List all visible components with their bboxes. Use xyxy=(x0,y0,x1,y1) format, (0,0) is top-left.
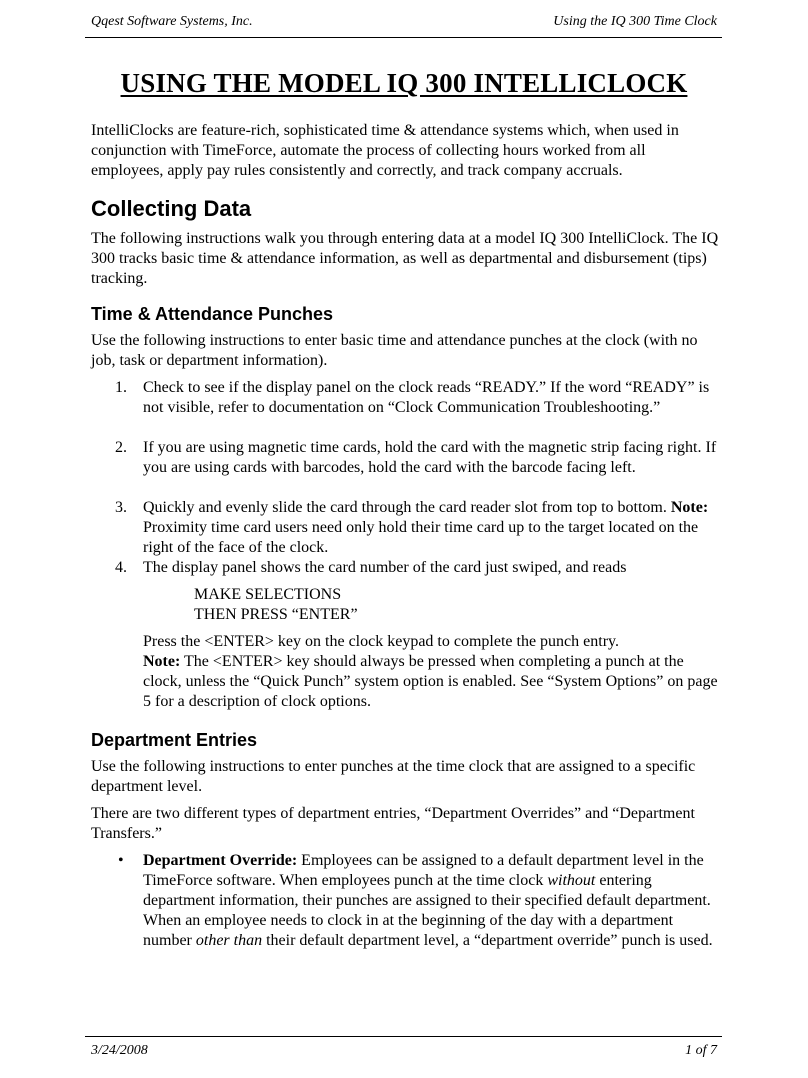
heading-time-attendance: Time & Attendance Punches xyxy=(91,304,334,324)
heading-department-entries: Department Entries xyxy=(91,730,258,750)
list-text: Check to see if the display panel on the clock reads “READY.” If the word “READY” is not visible, refer to documentation on “Clock Communication Troubleshooting.” xyxy=(143,379,710,416)
bullet-text-part: entering department information, their punches are assigned to their specified default department. When an employee needs to clock in at the beginning of the day with a department number xyxy=(143,872,711,949)
display-line-2: THEN PRESS “ENTER” xyxy=(194,606,358,623)
press-enter-paragraph xyxy=(143,632,721,712)
bullet-text-part: Employees can be assigned to a default department level in the TimeForce software. When employees punch at the time clock xyxy=(143,852,704,889)
footer-page-number: 1 of 7 xyxy=(685,1043,717,1058)
bullet-emphasis: without xyxy=(547,872,596,889)
footer-rule xyxy=(85,1036,722,1037)
list-number: 4. xyxy=(115,559,127,576)
bullet-icon: • xyxy=(118,852,124,869)
list-text xyxy=(143,498,721,558)
note-label: Note: xyxy=(670,499,709,516)
intro-paragraph: IntelliClocks are feature-rich, sophisticated time & attendance systems which, when used in conjunction with TimeForce, automate the process of collecting hours worked from all employees, apply pay rules consistently and correctly, and track company accruals. xyxy=(91,122,679,179)
note-text: The <ENTER> key should always be pressed when completing a punch at the clock, unless the “Quick Punch” system option is enabled. See “System Options” on page 5 for a description of clock options. xyxy=(143,653,718,710)
list-number: 2. xyxy=(115,439,127,456)
department-paragraph-2: There are two different types of department entries, “Department Overrides” and “Department Transfers.” xyxy=(91,805,695,842)
bullet-label: Department Override: xyxy=(143,852,298,869)
bullet-text-part: their default department level, a “department override” punch is used. xyxy=(262,932,713,949)
bullet-department-override xyxy=(143,851,721,951)
footer-date: 3/24/2008 xyxy=(91,1043,148,1058)
display-line-1: MAKE SELECTIONS xyxy=(194,586,342,603)
note-label: Note: xyxy=(143,653,181,670)
list-number: 3. xyxy=(115,499,127,516)
press-text: Press the <ENTER> key on the clock keypad to complete the punch entry. xyxy=(143,633,619,650)
department-paragraph-1: Use the following instructions to enter punches at the time clock that are assigned to a specific department level. xyxy=(91,758,696,795)
header-section: Using the IQ 300 Time Clock xyxy=(553,14,717,29)
punches-paragraph: Use the following instructions to enter basic time and attendance punches at the clock (with no job, task or department information). xyxy=(91,332,698,369)
note-text: Proximity time card users need only hold their time card up to the target located on the right of the face of the clock. xyxy=(143,519,699,556)
page-title: USING THE MODEL IQ 300 INTELLICLOCK xyxy=(120,68,688,98)
list-text: If you are using magnetic time cards, hold the card with the magnetic strip facing right. If you are using cards with barcodes, hold the card with the barcode facing left. xyxy=(143,439,717,476)
list-number: 1. xyxy=(115,379,127,396)
heading-collecting-data: Collecting Data xyxy=(91,196,252,221)
list-text: The display panel shows the card number of the card just swiped, and reads xyxy=(143,559,627,576)
step-text: Quickly and evenly slide the card through the card reader slot from top to bottom. xyxy=(143,499,667,516)
header-company: Qqest Software Systems, Inc. xyxy=(91,14,253,29)
collecting-paragraph: The following instructions walk you through entering data at a model IQ 300 IntelliClock. The IQ 300 tracks basic time & attendance information, as well as departmental and disbursement (tips) tracking. xyxy=(91,230,719,287)
header-rule xyxy=(85,37,722,38)
bullet-emphasis: other than xyxy=(195,932,263,949)
